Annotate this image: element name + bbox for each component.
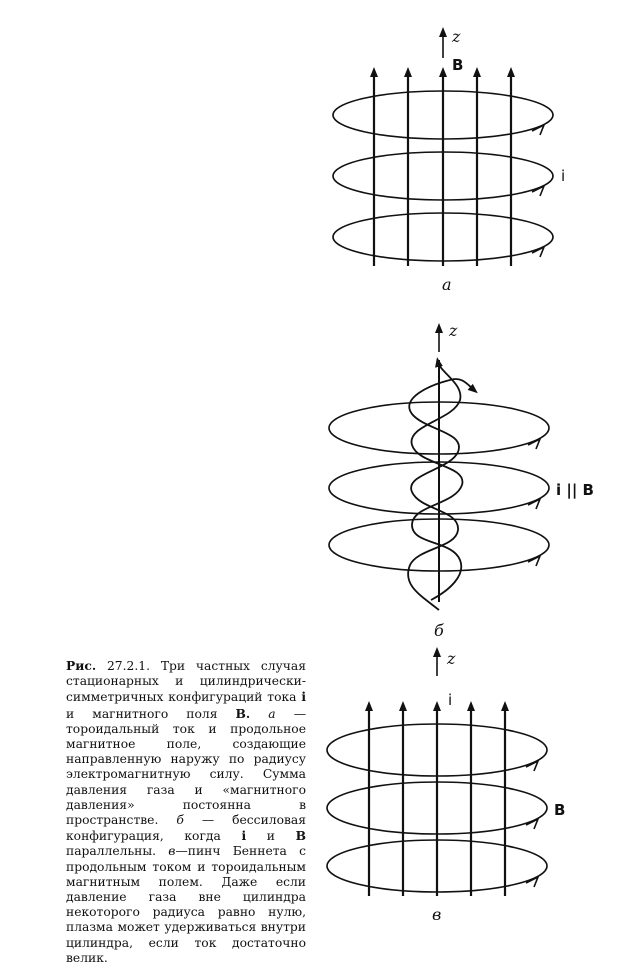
caption-fig-number: 27.2.1. (106, 659, 150, 673)
z-label-b: z (449, 321, 458, 340)
z-label-c: z (447, 649, 456, 668)
caption-panel-b: б (176, 813, 184, 828)
panel-label-a: а (442, 275, 452, 294)
caption-text: — бессиловая конфигурация, когда (66, 813, 306, 844)
relation-label-b: i || B (556, 481, 594, 499)
caption-panel-c: в (168, 844, 176, 859)
figure-c (327, 652, 547, 896)
caption-symbol-b: B (295, 828, 306, 844)
i-label-c: i (448, 691, 453, 709)
b-label-c: B (554, 801, 566, 819)
caption-text: и магнитного поля (66, 706, 218, 721)
caption-text: и (266, 829, 275, 844)
figure-caption (66, 658, 306, 966)
figure-a (333, 32, 553, 266)
caption-fig-ref: Рис. (66, 658, 97, 673)
caption-symbol-i: i (241, 828, 247, 844)
caption-text: параллельны. (66, 844, 157, 859)
caption-symbol-i: i (301, 689, 306, 705)
caption-text: —пинч Беннета с продольным током и тороидальным магнитным полем. Даже если давление газа вне цилиндра некоторого радиуса равно нулю, плазма может удерживаться внутри цилиндра, если ток достаточно велик. (66, 844, 306, 965)
caption-text: — тороидальный ток и продольное магнитное поле, создающие направленную наружу по радиусу электромагнитную силу. Сумма давления газа и «магнитного давления» постоянна в пространстве. (66, 706, 306, 828)
z-label-a: z (452, 27, 461, 46)
i-label-a: i (561, 167, 566, 185)
b-label-a: B (452, 56, 464, 74)
caption-symbol-b: B. (235, 705, 251, 721)
figure-b (329, 328, 549, 610)
caption-text: Три частных случая стационарных и цилиндрически-симметричных конфигураций тока (66, 659, 306, 705)
helix-line (411, 362, 462, 600)
helix-line (408, 379, 474, 610)
panel-label-c: в (432, 905, 442, 924)
panel-label-b: б (434, 621, 444, 640)
caption-panel-a: а (268, 706, 276, 721)
